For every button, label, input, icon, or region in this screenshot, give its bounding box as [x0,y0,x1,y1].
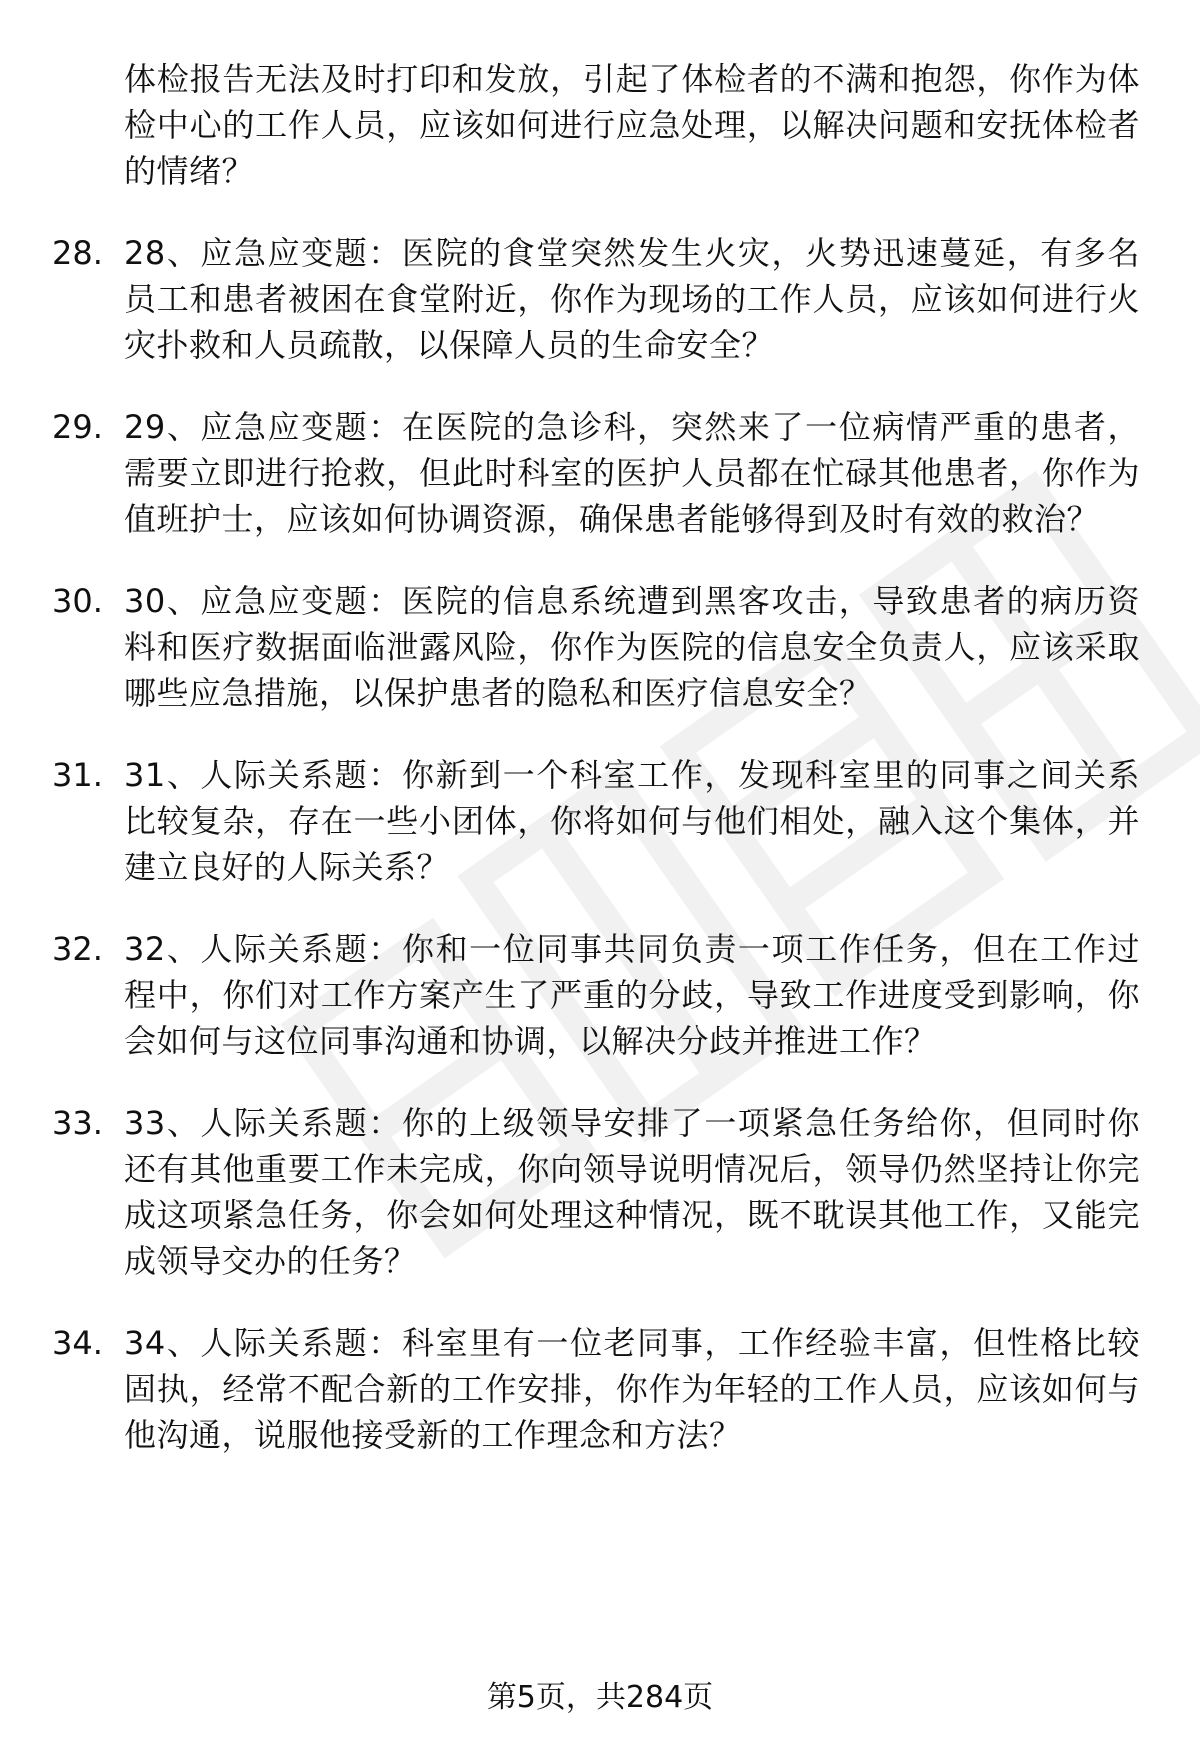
continued-question-text: 体检报告无法及时打印和发放，引起了体检者的不满和抱怨，你作为体检中心的工作人员，应该如何进行应急处理，以解决问题和安抚体检者的情绪？ [124,60,1140,190]
question-text: 29、应急应变题：在医院的急诊科，突然来了一位病情严重的患者，需要立即进行抢救，但此时科室的医护人员都在忙碌其他患者，你作为值班护士，应该如何协调资源，确保患者能够得到及时有效的救治？ [124,408,1140,538]
question-item [0,1320,1200,1458]
question-item [0,926,1200,1064]
question-text: 30、应急应变题：医院的信息系统遭到黑客攻击，导致患者的病历资料和医疗数据面临泄露风险，你作为医院的信息安全负责人，应该采取哪些应急措施，以保护患者的隐私和医疗信息安全？ [124,582,1140,712]
question-number: 28. [52,234,103,272]
question-number: 33. [52,1104,103,1142]
question-item [0,752,1200,890]
question-text: 32、人际关系题：你和一位同事共同负责一项工作任务，但在工作过程中，你们对工作方案产生了严重的分歧，导致工作进度受到影响，你会如何与这位同事沟通和协调，以解决分歧并推进工作？ [124,930,1140,1060]
question-text: 34、人际关系题：科室里有一位老同事，工作经验丰富，但性格比较固执，经常不配合新的工作安排，你作为年轻的工作人员，应该如何与他沟通，说服他接受新的工作理念和方法？ [124,1324,1140,1454]
question-text: 33、人际关系题：你的上级领导安排了一项紧急任务给你，但同时你还有其他重要工作未完成，你向领导说明情况后，领导仍然坚持让你完成这项紧急任务，你会如何处理这种情况，既不耽误其他工作，又能完成领导交办的任务？ [124,1104,1140,1280]
question-number: 31. [52,756,103,794]
question-text: 31、人际关系题：你新到一个科室工作，发现科室里的同事之间关系比较复杂，存在一些小团体，你将如何与他们相处，融入这个集体，并建立良好的人际关系？ [124,756,1140,886]
question-item [0,578,1200,716]
page-footer: 第5页，共284页 [486,1680,714,1715]
question-number: 34. [52,1324,103,1362]
question-list [0,56,1200,1494]
question-item [0,404,1200,542]
continued-question [0,56,1200,194]
question-item [0,1100,1200,1284]
question-text: 28、应急应变题：医院的食堂突然发生火灾，火势迅速蔓延，有多名员工和患者被困在食堂附近，你作为现场的工作人员，应该如何进行火灾扑救和人员疏散，以保障人员的生命安全？ [124,234,1140,364]
question-item [0,230,1200,368]
question-number: 29. [52,408,103,446]
question-number: 32. [52,930,103,968]
question-number: 30. [52,582,103,620]
